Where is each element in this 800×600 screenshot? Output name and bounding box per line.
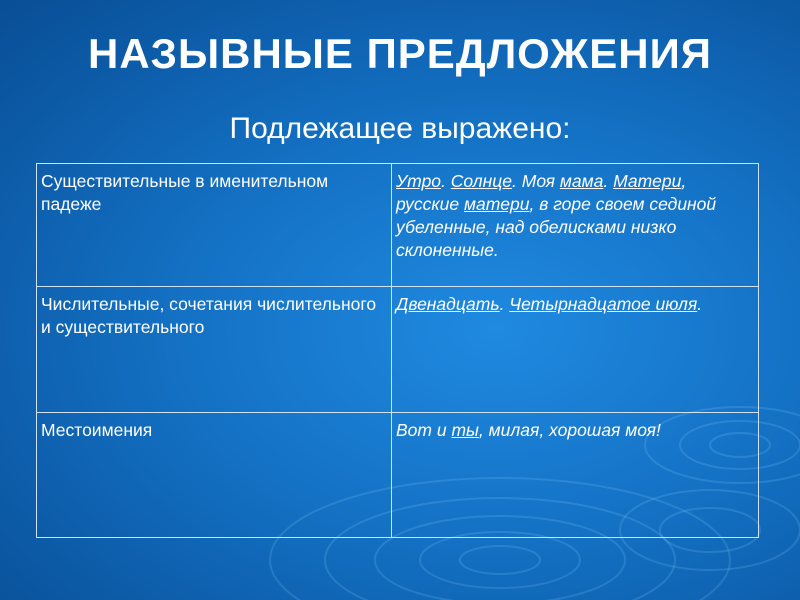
example-text: . Моя <box>512 171 560 191</box>
table-row <box>37 287 759 413</box>
example-text: , русские <box>396 171 687 214</box>
example-cell <box>392 287 759 413</box>
table-row <box>37 164 759 287</box>
subject-word: ты <box>451 420 479 440</box>
subject-word: матери <box>464 194 530 214</box>
example-text: . <box>441 171 451 191</box>
category-cell: Числительные, сочетания числительного и существительного <box>37 287 392 413</box>
example-text: . <box>603 171 614 191</box>
example-text: . <box>697 294 703 314</box>
subject-word: Солнце <box>450 171 513 191</box>
example-text: Вот и <box>396 420 452 440</box>
subject-types-table <box>36 163 759 538</box>
subject-word: Утро <box>396 171 442 191</box>
category-cell: Существительные в именительном падеже <box>37 164 392 287</box>
example-text: . <box>499 294 510 314</box>
subject-word: Двенадцать <box>396 294 500 314</box>
subject-word: Четырнадцатое июля <box>509 294 698 314</box>
example-cell <box>392 164 759 287</box>
example-cell <box>392 413 759 538</box>
category-cell: Местоимения <box>37 413 392 538</box>
subject-word: Матери <box>613 171 682 191</box>
example-text: , милая, хорошая моя! <box>478 420 661 440</box>
subject-word: мама <box>559 171 604 191</box>
table-row <box>37 413 759 538</box>
slide-title: НАЗЫВНЫЕ ПРЕДЛОЖЕНИЯ <box>88 30 712 77</box>
example-text: , в горе своем сединой убеленные, над обелисками низко склоненные. <box>396 194 717 260</box>
slide-subtitle: Подлежащее выражено: <box>229 112 571 145</box>
